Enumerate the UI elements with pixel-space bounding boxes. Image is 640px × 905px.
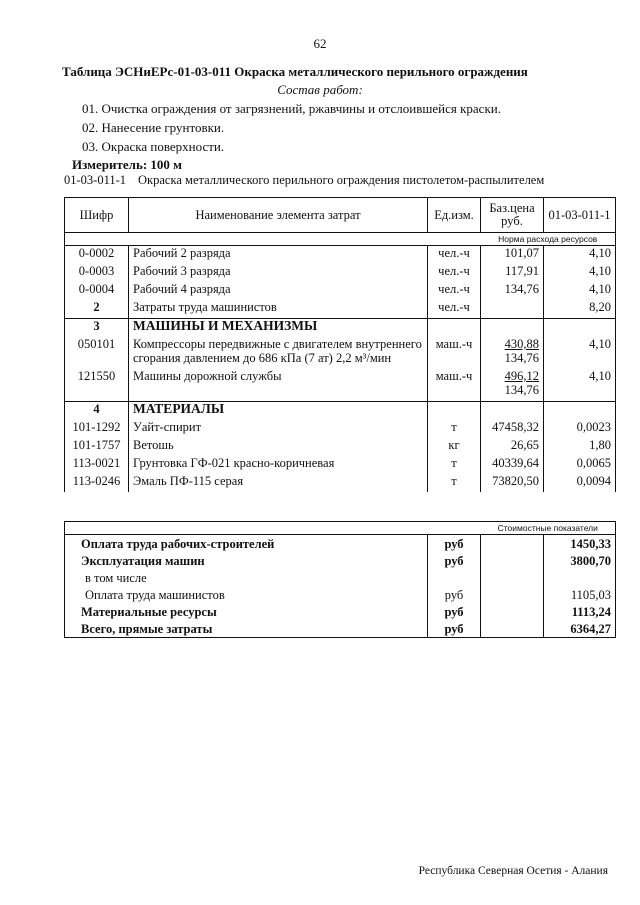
meter-line — [72, 157, 182, 173]
row-price: 117,91 — [481, 264, 544, 282]
header-name: Наименование элемента затрат — [129, 198, 428, 233]
row-unit: т — [428, 420, 481, 438]
cost-blank — [481, 620, 544, 638]
row-norm: 4,10 — [544, 246, 616, 265]
norm-line — [64, 173, 544, 188]
subheader-row — [65, 233, 616, 246]
cost-blank — [481, 535, 544, 553]
row-norm: 4,10 — [544, 264, 616, 282]
row-norm: 4,10 — [544, 282, 616, 300]
row-norm: 8,20 — [544, 300, 616, 319]
row-unit — [428, 319, 481, 338]
row-code: 2 — [65, 300, 129, 319]
table-row — [65, 456, 616, 474]
cost-label: Оплата труда машинистов — [65, 586, 428, 603]
meter-value: 100 м — [150, 157, 183, 172]
table-row — [65, 246, 616, 265]
row-unit: маш.-ч — [428, 337, 481, 369]
row-price-main: 496,12 — [504, 369, 539, 383]
table-row — [65, 474, 616, 492]
norm-code: 01-03-011-1 — [64, 173, 127, 187]
row-code: 3 — [65, 319, 129, 338]
row-name: Рабочий 2 разряда — [129, 246, 428, 265]
row-code: 0-0004 — [65, 282, 129, 300]
row-price: 26,65 — [481, 438, 544, 456]
header-code: Шифр — [65, 198, 129, 233]
cost-label: Всего, прямые затраты — [65, 620, 428, 638]
work-composition-heading: Состав работ: — [277, 82, 363, 97]
row-unit: чел.-ч — [428, 300, 481, 319]
table-title: Таблица ЭСНиЕРс-01-03-011 Окраска металлического перильного ограждения — [62, 64, 528, 79]
row-norm: 0,0065 — [544, 456, 616, 474]
row-norm — [544, 319, 616, 338]
resources-table — [64, 197, 616, 492]
cost-row — [65, 535, 616, 553]
cost-value: 1113,24 — [544, 603, 616, 620]
row-code: 4 — [65, 402, 129, 421]
row-name: Затраты труда машинистов — [129, 300, 428, 319]
table-row — [65, 264, 616, 282]
row-norm: 4,10 — [544, 337, 616, 369]
cost-unit — [428, 569, 481, 586]
cost-value: 1105,03 — [544, 586, 616, 603]
table-row — [65, 319, 616, 338]
footer-region: Республика Северная Осетия - Алания — [418, 865, 608, 877]
costs-table — [64, 521, 616, 638]
subheader-costs: Стоимостные показатели — [481, 522, 616, 535]
row-price-labor: 134,76 — [504, 383, 539, 397]
row-price — [481, 300, 544, 319]
row-price: 47458,32 — [481, 420, 544, 438]
table-row — [65, 420, 616, 438]
row-code: 113-0246 — [65, 474, 129, 492]
cost-row — [65, 620, 616, 638]
row-unit: чел.-ч — [428, 246, 481, 265]
table-row — [65, 438, 616, 456]
cost-value: 6364,27 — [544, 620, 616, 638]
row-norm: 0,0023 — [544, 420, 616, 438]
cost-row — [65, 586, 616, 603]
row-price — [481, 337, 544, 369]
row-price-main: 430,88 — [504, 337, 539, 351]
row-name: Машины дорожной службы — [129, 369, 428, 402]
meter-label: Измеритель: — [72, 157, 148, 172]
row-name: МАТЕРИАЛЫ — [129, 402, 428, 421]
row-name: Уайт-спирит — [129, 420, 428, 438]
row-name: Грунтовка ГФ-021 красно-коричневая — [129, 456, 428, 474]
row-name: Компрессоры передвижные с двигателем внутреннего сгорания давлением до 686 кПа (7 ат) 2,2 м³/мин — [129, 337, 428, 369]
cost-value: 1450,33 — [544, 535, 616, 553]
row-code: 050101 — [65, 337, 129, 369]
row-price — [481, 369, 544, 402]
row-name: Ветошь — [129, 438, 428, 456]
row-price: 40339,64 — [481, 456, 544, 474]
norm-name: Окраска металлического перильного ограждения пистолетом-распылителем — [138, 173, 545, 187]
table-row — [65, 369, 616, 402]
row-norm: 4,10 — [544, 369, 616, 402]
row-price: 101,07 — [481, 246, 544, 265]
row-price-labor: 134,76 — [504, 351, 539, 365]
cost-unit: руб — [428, 552, 481, 569]
cost-label: Оплата труда рабочих-строителей — [65, 535, 428, 553]
cost-row — [65, 552, 616, 569]
table-row — [65, 282, 616, 300]
table-row — [65, 337, 616, 369]
cost-label: в том числе — [65, 569, 428, 586]
row-norm: 1,80 — [544, 438, 616, 456]
header-price: Баз.цена руб. — [481, 198, 544, 233]
row-price: 73820,50 — [481, 474, 544, 492]
table-row — [65, 402, 616, 421]
row-code: 101-1757 — [65, 438, 129, 456]
row-code: 0-0003 — [65, 264, 129, 282]
table-header-row — [65, 198, 616, 233]
cost-label: Эксплуатация машин — [65, 552, 428, 569]
row-name: МАШИНЫ И МЕХАНИЗМЫ — [129, 319, 428, 338]
cost-label: Материальные ресурсы — [65, 603, 428, 620]
cost-unit: руб — [428, 535, 481, 553]
cost-blank — [481, 603, 544, 620]
cost-row — [65, 569, 616, 586]
row-code: 0-0002 — [65, 246, 129, 265]
cost-value — [544, 569, 616, 586]
row-unit — [428, 402, 481, 421]
header-norm: 01-03-011-1 — [544, 198, 616, 233]
row-price: 134,76 — [481, 282, 544, 300]
work-item: 02. Нанесение грунтовки. — [82, 120, 225, 135]
subheader-resources: Норма расхода ресурсов — [481, 233, 616, 246]
row-code: 113-0021 — [65, 456, 129, 474]
work-item: 03. Окраска поверхности. — [82, 139, 225, 154]
cost-blank — [481, 586, 544, 603]
row-unit: чел.-ч — [428, 264, 481, 282]
row-unit: кг — [428, 438, 481, 456]
cost-unit: руб — [428, 620, 481, 638]
row-code: 121550 — [65, 369, 129, 402]
row-unit: маш.-ч — [428, 369, 481, 402]
page-number: 62 — [313, 36, 327, 51]
row-name: Рабочий 4 разряда — [129, 282, 428, 300]
cost-unit: руб — [428, 603, 481, 620]
row-price — [481, 319, 544, 338]
cost-blank — [481, 569, 544, 586]
subheader-costs-row — [65, 522, 616, 535]
cost-value: 3800,70 — [544, 552, 616, 569]
row-name: Рабочий 3 разряда — [129, 264, 428, 282]
work-item: 01. Очистка ограждения от загрязнений, ржавчины и отслоившейся краски. — [82, 101, 501, 116]
row-norm: 0,0094 — [544, 474, 616, 492]
table-row — [65, 300, 616, 319]
cost-unit: руб — [428, 586, 481, 603]
cost-row — [65, 603, 616, 620]
row-unit: т — [428, 456, 481, 474]
header-unit: Ед.изм. — [428, 198, 481, 233]
cost-blank — [481, 552, 544, 569]
row-norm — [544, 402, 616, 421]
row-price — [481, 402, 544, 421]
row-name: Эмаль ПФ-115 серая — [129, 474, 428, 492]
row-unit: т — [428, 474, 481, 492]
row-unit: чел.-ч — [428, 282, 481, 300]
resources-body — [65, 246, 616, 493]
row-code: 101-1292 — [65, 420, 129, 438]
